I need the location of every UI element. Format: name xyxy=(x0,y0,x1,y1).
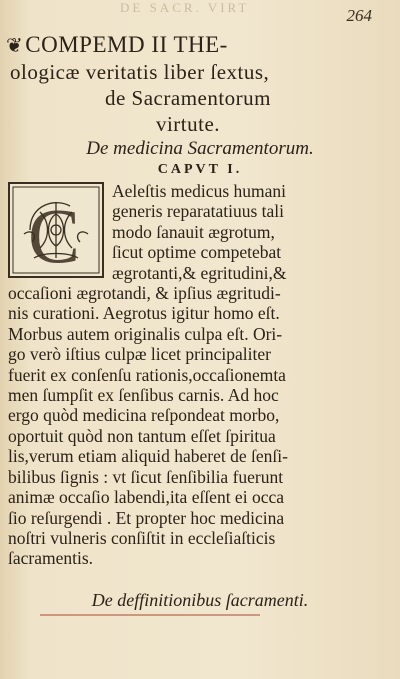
text-line: animæ occaſio labendi,ita eſſent ei occa xyxy=(8,487,284,508)
text-line: ſacramentis. xyxy=(8,548,94,569)
text-line: generis reparatatiuus tali xyxy=(112,201,285,222)
title-line-4: virtute. xyxy=(155,112,221,136)
body-text xyxy=(8,181,312,569)
text-line: bilibus ſignis : vt ſicut ſenſibilia fuerunt xyxy=(8,466,284,487)
book-title xyxy=(6,32,386,137)
text-line: occaſioni ægrotandi, & ipſius ægritudi- xyxy=(8,283,281,304)
title-line-1: ❦COMPEMD II THE- xyxy=(6,32,228,57)
text-line: lis,verum etiam aliquid haberet de ſenſi- xyxy=(8,446,288,467)
text-line: ergo quòd medicina reſpondeat morbo, xyxy=(8,405,280,426)
text-line: oportuit quòd non tantum eſſet ſpiritua xyxy=(8,425,276,446)
text-line: men ſumpſit ex ſenſibus carnis. Ad hoc xyxy=(8,385,279,406)
section-heading: De medicina Sacramentorum. xyxy=(86,138,314,159)
text-line: fuerit ex conſenſu rationis,occaſionemta xyxy=(8,364,286,385)
text-line: go verò iſtius culpæ licet principaliter xyxy=(8,344,271,365)
text-line: Aeleſtis medicus humani xyxy=(112,181,286,201)
ink-underline xyxy=(40,614,260,616)
text-line: Morbus autem originalis culpa eſt. Ori- xyxy=(8,323,283,344)
initial-letter: C xyxy=(28,192,81,276)
bleed-through-text: DE SACR. VIRT xyxy=(120,0,250,14)
text-line: modo ſanauit ægrotum, xyxy=(112,221,275,242)
text-line: ſicut optime competebat xyxy=(112,242,282,263)
text-line: ſio reſurgendi . Et propter hoc medicina xyxy=(8,507,285,528)
text-line: ægrotanti,& egritudini,& xyxy=(112,262,287,283)
text-line: nis curationi. Aegrotus igitur homo eſt. xyxy=(8,303,280,324)
next-section-heading: De deffinitionibus ſacramenti. xyxy=(91,590,309,610)
title-line-3: de Sacramentorum xyxy=(104,86,272,110)
chapter-heading: CAPVT I. xyxy=(157,162,243,177)
page-number: 264 xyxy=(346,6,372,25)
fleuron-icon: ❦ xyxy=(6,35,24,57)
title-line-2: ologicæ veritatis liber ſextus, xyxy=(10,60,270,84)
text-line: noſtri vulneris conſiſtit in eccleſiaſticis xyxy=(8,527,276,548)
